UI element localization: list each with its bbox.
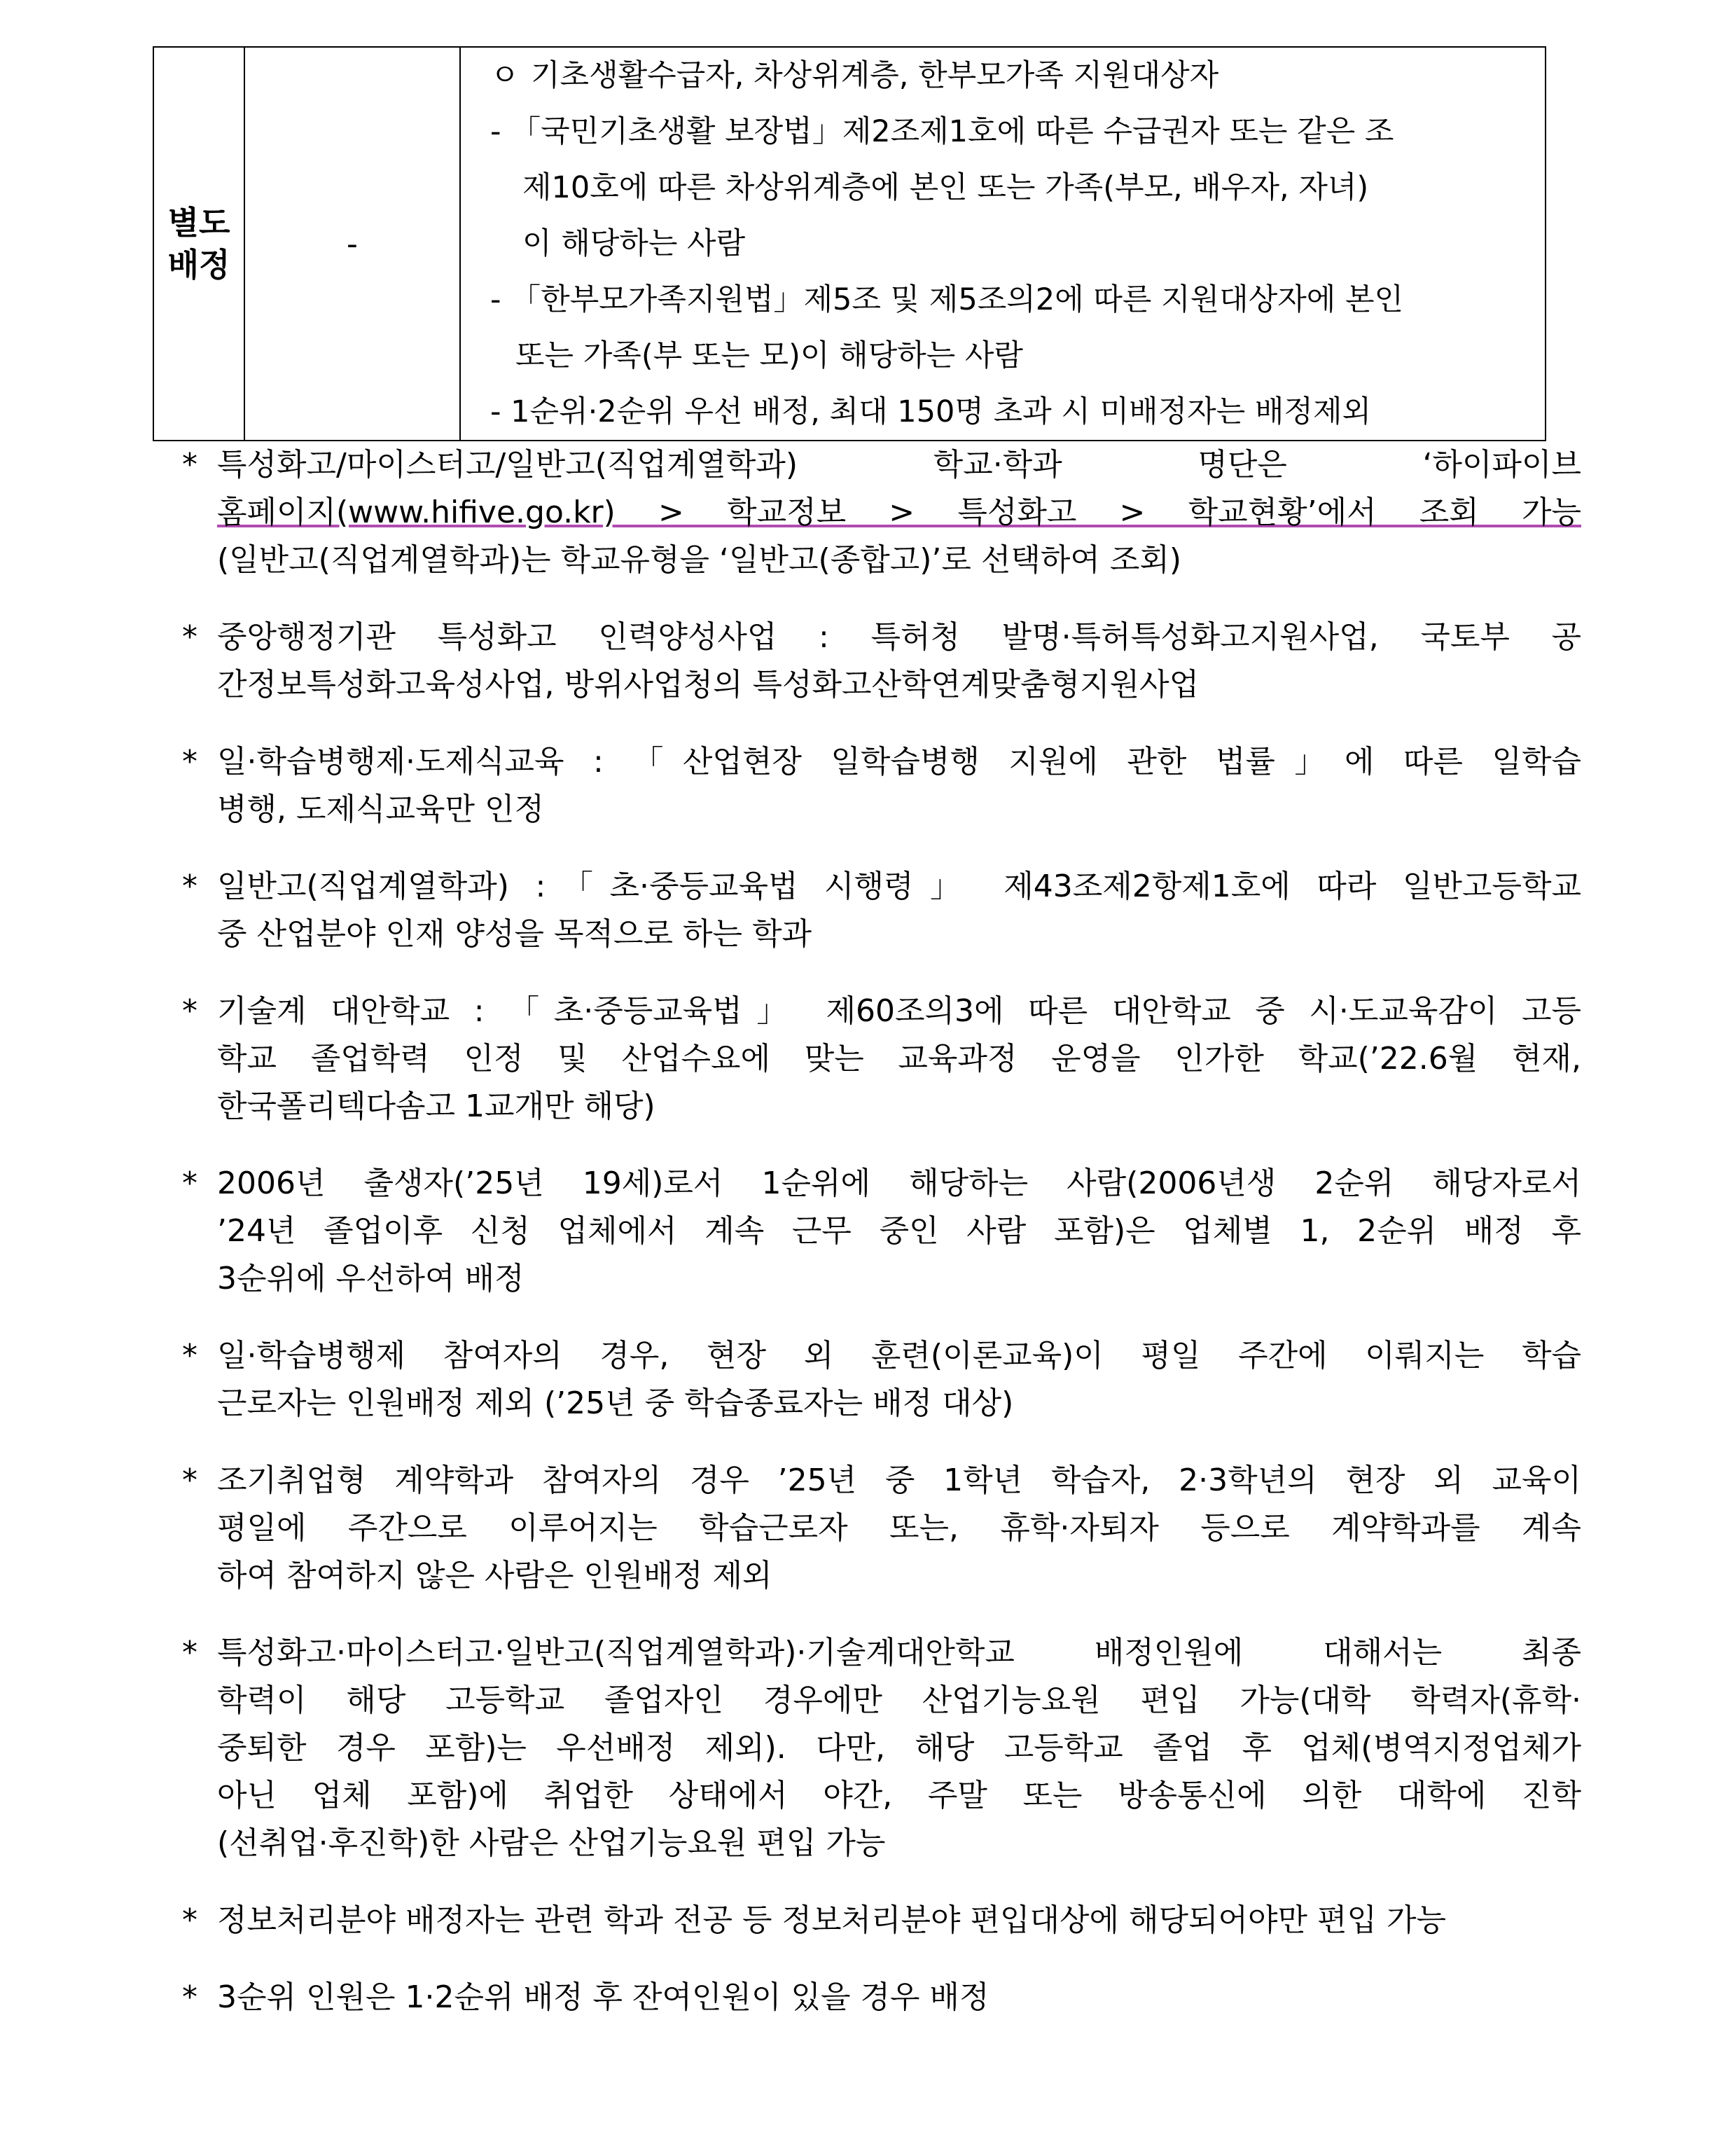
footnote-marker: *: [182, 1902, 197, 1938]
row-header-line: 배정: [167, 246, 230, 284]
footnote-line: 하여 참여하지 않은 사람은 인원배정 제외: [217, 1558, 772, 1593]
footnote-marker: *: [182, 993, 197, 1029]
special-allocation-table: [153, 46, 1546, 441]
footnote-line: 평일에 주간으로 이루어지는 학습근로자 또는, 휴학·자퇴자 등으로 계약학과를 계속: [217, 1510, 1581, 1546]
footnote-line: 일반고(직업계열학과) :「초·중등교육법 시행령」 제43조제2항제1호에 따라 일반고등학교: [217, 869, 1581, 904]
footnote-line: 학력이 해당 고등학교 졸업자인 경우에만 산업기능요원 편입 가능(대학 학력자(휴학·: [217, 1682, 1581, 1718]
footnote-general-high: [182, 863, 1581, 958]
footnote-marker: *: [182, 744, 197, 780]
footnote-line: ’24년 졸업이후 신청 업체에서 계속 근무 중인 사람 포함)은 업체별 1, 2순위 배정 후: [217, 1213, 1581, 1249]
criteria-item-line: 이 해당하는 사람: [522, 226, 746, 261]
criteria-item-line: - 「국민기초생활 보장법」제2조제1호에 따른 수급권자 또는 같은 조: [490, 114, 1394, 149]
footnote-line: 중 산업분야 인재 양성을 목적으로 하는 학과: [217, 916, 812, 952]
footnote-marker: *: [182, 447, 197, 483]
footnote-2006-born: [182, 1160, 1581, 1303]
footnotes: [182, 441, 1581, 2051]
criteria-bullet: [461, 48, 1545, 104]
footnote-alternative-school: [182, 988, 1581, 1130]
footnote-line: 기술계 대안학교 : 「초·중등교육법」 제60조의3에 따른 대안학교 중 시·도교육감이 고등: [217, 993, 1581, 1029]
footnote-marker: *: [182, 1635, 197, 1671]
footnote-line: 조기취업형 계약학과 참여자의 경우 ’25년 중 1학년 학습자, 2·3학년의 현장 외 교육이: [217, 1462, 1581, 1498]
footnote-line: 정보처리분야 배정자는 관련 학과 전공 등 정보처리분야 편입대상에 해당되어야만 편입 가능: [217, 1902, 1447, 1938]
footnote-line: 특성화고·마이스터고·일반고(직업계열학과)·기술계대안학교 배정인원에 대해서는 최종: [217, 1635, 1581, 1671]
footnote-contract-department: [182, 1457, 1581, 1600]
footnote-info-processing: [182, 1897, 1581, 1944]
footnote-line: 병행, 도제식교육만 인정: [217, 791, 544, 827]
footnote-line: 일·학습병행제·도제식교육 : 「산업현장 일학습병행 지원에 관한 법률」에 따른 일학습: [217, 744, 1581, 780]
criteria-item-line: - 「한부모가족지원법」제5조 및 제5조의2에 따른 지원대상자에 본인: [490, 282, 1404, 317]
footnote-marker: *: [182, 1338, 197, 1374]
footnote-third-rank: [182, 1974, 1581, 2021]
criteria-cell: [460, 47, 1546, 441]
footnote-work-study: [182, 738, 1581, 834]
footnote-central-agency: [182, 614, 1581, 709]
footnote-line: 특성화고/마이스터고/일반고(직업계열학과) 학교·학과 명단은 ‘하이파이브: [217, 447, 1581, 483]
footnote-line: 일·학습병행제 참여자의 경우, 현장 외 훈련(이론교육)이 평일 주간에 이뤄지는 학습: [217, 1338, 1581, 1374]
footnote-line: 중퇴한 경우 포함)는 우선배정 제외). 다만, 해당 고등학교 졸업 후 업체(병역지정업체가: [217, 1730, 1581, 1766]
bullet-marker: ㅇ: [490, 58, 520, 93]
hifive-link-line[interactable]: 홈페이지(www.hifive.go.kr) > 학교정보 > 특성화고 > 학교현황’에서 조회 가능: [217, 494, 1581, 530]
quota-cell: -: [244, 47, 460, 441]
footnote-line: 3순위 인원은 1·2순위 배정 후 잔여인원이 있을 경우 배정: [217, 1979, 989, 2015]
row-header-cell: [153, 47, 244, 441]
row-header-line: 별도: [167, 204, 230, 242]
footnote-line: 아닌 업체 포함)에 취업한 상태에서 야간, 주말 또는 방송통신에 의한 대학에 진학: [217, 1778, 1581, 1813]
criteria-item-line: 또는 가족(부 또는 모)이 해당하는 사람: [515, 338, 1023, 373]
footnote-final-education: [182, 1629, 1581, 1867]
footnote-line: 3순위에 우선하여 배정: [217, 1261, 525, 1296]
footnote-marker: *: [182, 1166, 197, 1201]
footnote-marker: *: [182, 619, 197, 655]
criteria-item-line: 제10호에 따른 차상위계층에 본인 또는 가족(부모, 배우자, 자녀): [522, 170, 1369, 205]
bullet-text: 기초생활수급자, 차상위계층, 한부모가족 지원대상자: [531, 58, 1219, 93]
footnote-line: 간정보특성화고육성사업, 방위사업청의 특성화고산학연계맞춤형지원사업: [217, 667, 1200, 703]
footnote-school-list: [182, 441, 1581, 584]
footnote-line: 2006년 출생자(’25년 19세)로서 1순위에 해당하는 사람(2006년생 2순위 해당자로서: [217, 1166, 1581, 1201]
footnote-line: (일반고(직업계열학과)는 학교유형을 ‘일반고(종합고)’로 선택하여 조회): [217, 542, 1182, 578]
footnote-line: (선취업·후진학)한 사람은 산업기능요원 편입 가능: [217, 1825, 886, 1861]
footnote-marker: *: [182, 1462, 197, 1498]
footnote-marker: *: [182, 869, 197, 904]
footnote-line: 한국폴리텍다솜고 1교개만 해당): [217, 1088, 655, 1124]
footnote-marker: *: [182, 1979, 197, 2015]
footnote-line: 중앙행정기관 특성화고 인력양성사업 : 특허청 발명·특허특성화고지원사업, 국토부 공: [217, 619, 1581, 655]
footnote-line: 근로자는 인원배정 제외 (’25년 중 학습종료자는 배정 대상): [217, 1385, 1014, 1421]
footnote-line: 학교 졸업학력 인정 및 산업수요에 맞는 교육과정 운영을 인가한 학교(’22.6월 현재,: [217, 1041, 1581, 1077]
criteria-item-line: - 1순위·2순위 우선 배정, 최대 150명 초과 시 미배정자는 배정제외: [490, 394, 1372, 429]
footnote-work-study-exclusion: [182, 1332, 1581, 1427]
